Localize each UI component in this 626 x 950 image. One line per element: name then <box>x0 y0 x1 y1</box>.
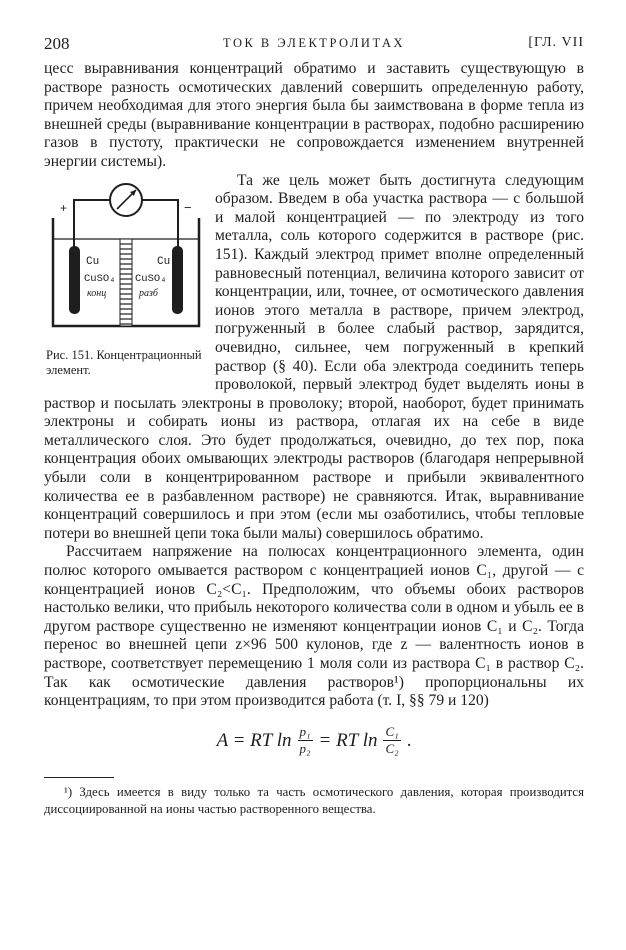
chapter-marker: [ГЛ. VII <box>528 35 584 50</box>
porous-partition <box>120 239 132 326</box>
label-conc-left: конц <box>87 287 107 299</box>
label-metal-left: Cu <box>86 255 100 268</box>
plus-sign: + <box>60 200 68 215</box>
figure-151 <box>44 178 207 378</box>
fraction-numerator: C₁ <box>385 724 399 740</box>
electrode-left <box>69 246 80 314</box>
paragraph-calculation: Рассчитаем напряжение на полюсах концентрационного элемента, один полюс которого омывается раствором с концентрацией ионов C₁, другой — с концентрацией ионов C₂<C₁. Предположим, что объемы обоих растворов настолько велики, что прибыль некоторого количества соли в одном и убыль ее в другом растворе существенно не изменяют концентрации ионов C₁ и C₂. Тогда перенос во внешней цепи z×96 500 кулонов, где z — валентность ионов в растворе, соответствует перемещению 1 моля соли из раствора C₁ в раствор C₂. Так как осмотические давления растворов¹) пропорциональны их концентрациям, то при этом производится работа (т. I, §§ 79 и 120) <box>44 543 584 710</box>
label-salt-left: CuSO₄ <box>84 272 116 285</box>
formula-end: . <box>406 729 412 751</box>
formula-lhs: A = RT ln <box>216 729 292 751</box>
wire-left <box>74 200 111 248</box>
minus-sign: − <box>184 199 192 215</box>
figure-caption: Рис. 151. Концентрационный элемент. <box>46 347 202 377</box>
paragraph-electrodes: Та же цель может быть достигнута следующим образом. Введем в оба участка раствора — с большой и малой концентрацией — по электроду из того металла, соль которого содержится в растворе (рис. 151). Каждый электрод примет вполне определенный равновесный потенциал, величина которого зависит от концентрации, или, точнее, от осмотического давления ионов этого металла в растворе, причем электрод, погруженный в более слабый раствор, зарядится, очевидно, сильнее, чем погруженный в крепкий раствор (§ 40). Если оба электрода соединить теперь проволокой, первый электрод будет выделять ионы в раствор и посылать электроны в проволоку; второй, наоборот, будет принимать электроны и собирать ионы из раствора, отлагая их на себе в виде металлического слоя. Это будет продолжаться, очевидно, до тех пор, пока концентрация обоих омывающих электроды растворов (благодаря непрерывной убыли соли в концентрированном растворе и прибыли эквивалентного количества ее в разбавленном растворе) не сравняются. Итак, выравнивание концентраций совершилось и при этом (если мы озаботились, чтобы тепловые потери во внешней цепи тока были малы) совершилось обратимо. <box>44 171 584 542</box>
running-header <box>44 34 584 60</box>
electrode-right <box>172 246 183 314</box>
label-salt-right: CuSO₄ <box>135 272 167 285</box>
concentration-cell-diagram <box>44 178 207 346</box>
formula-middle: = RT ln <box>318 729 378 751</box>
book-page <box>44 34 584 818</box>
fraction-concentrations <box>383 724 400 757</box>
running-title: ТОК В ЭЛЕКТРОЛИТАХ <box>222 36 406 50</box>
label-metal-right: Cu <box>157 255 171 268</box>
footnote-rule <box>44 777 114 778</box>
fraction-numerator: p₁ <box>299 724 311 740</box>
work-formula <box>44 719 584 763</box>
label-conc-right: разб <box>139 287 158 299</box>
footnote: ¹) Здесь имеется в виду только та часть осмотического давления, которая производится диссоциированной на ионы частью растворенного вещества. <box>44 784 584 816</box>
page-number: 208 <box>44 34 70 53</box>
wire-right <box>141 200 178 248</box>
fraction-denominator: p₂ <box>299 741 311 757</box>
fraction-pressures <box>298 724 313 757</box>
paragraph-continued: цесс выравнивания концентраций обратимо и заставить существующую в растворе разность осмотических давлений совершить определенную работу, причем необходимая для этого энергия была бы заимствована в форме тепла из внешней среды (выравнивание концентрации в растворах, подобно расширению газов в пустоту, практически не сопровождается изменением внутренней энергии системы). <box>44 60 584 170</box>
fraction-denominator: C₂ <box>385 741 399 757</box>
